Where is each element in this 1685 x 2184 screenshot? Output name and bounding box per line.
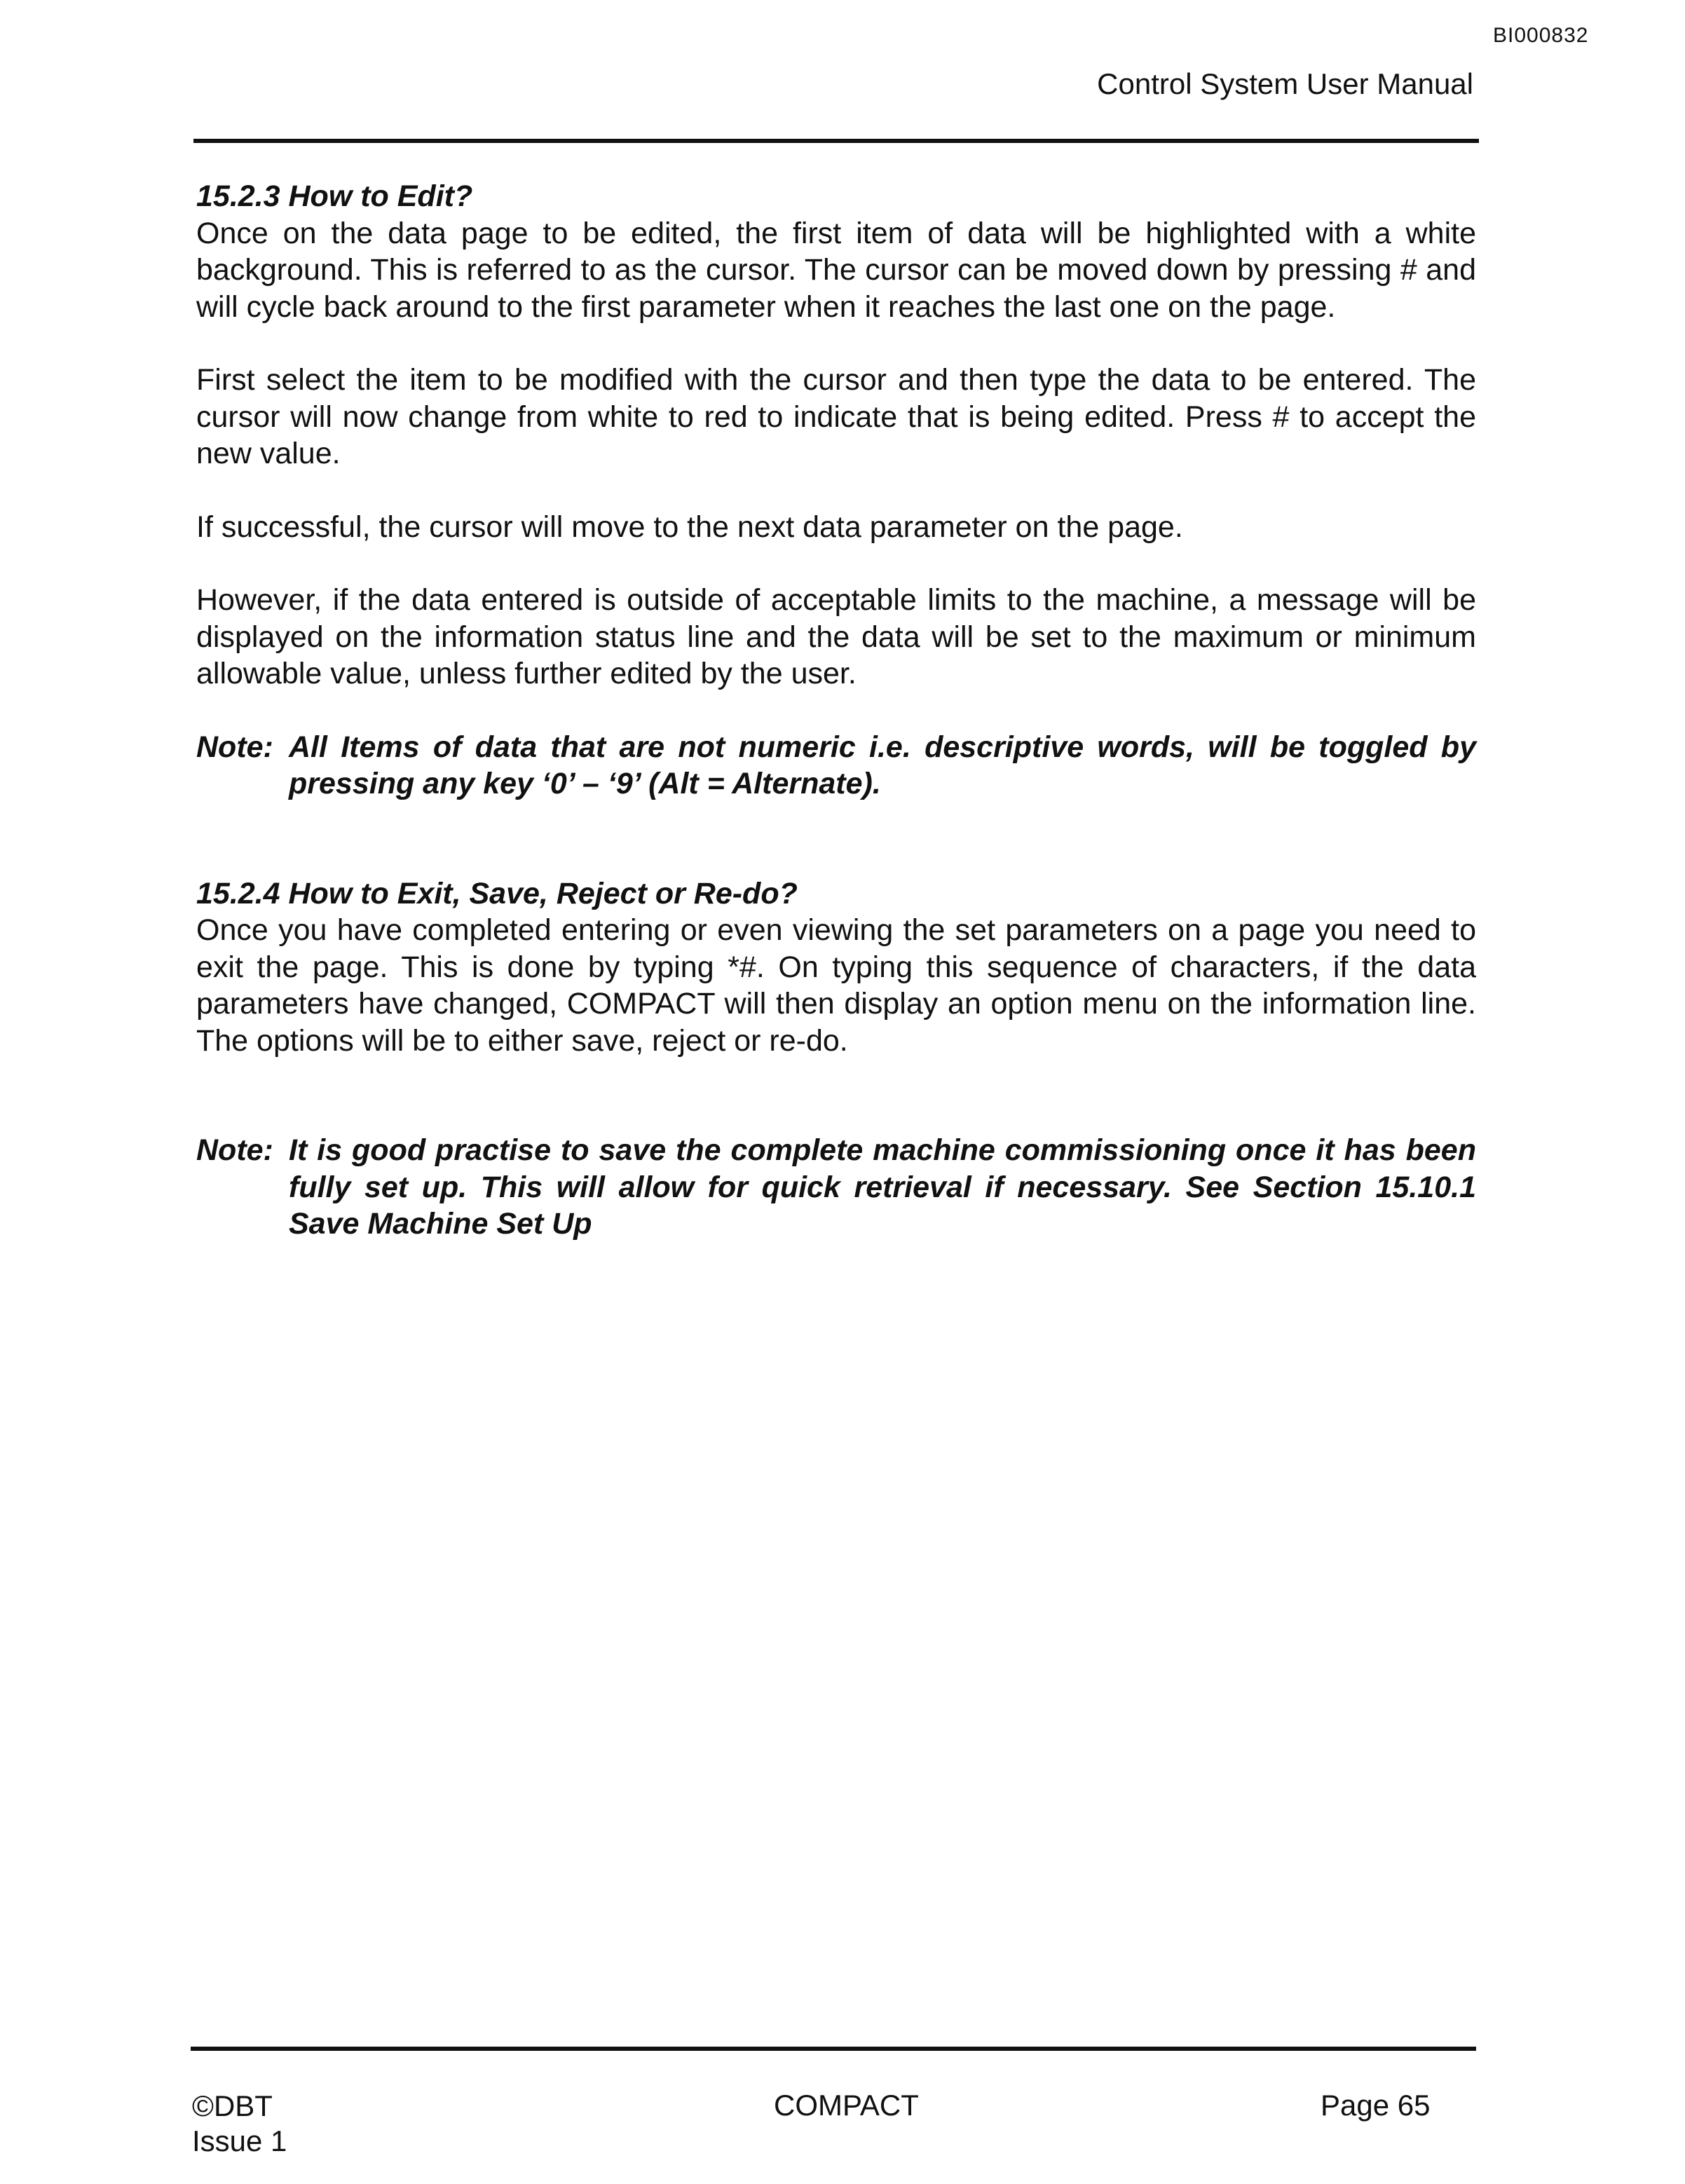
footer-divider xyxy=(191,2047,1476,2051)
note-label: Note: xyxy=(196,1133,273,1167)
note-save-machine xyxy=(196,1132,1476,1243)
paragraph-edit-success: If successful, the cursor will move to the next data parameter on the page. xyxy=(196,510,1183,544)
page-number: Page 65 xyxy=(1321,2089,1431,2122)
note-non-numeric xyxy=(196,729,1476,803)
document-id: BI000832 xyxy=(1493,24,1589,47)
page-content xyxy=(196,178,1476,1243)
manual-title: Control System User Manual xyxy=(1097,67,1473,100)
paragraph-edit-intro: Once on the data page to be edited, the first item of data will be highlighted with a white background. This is referred to as the cursor. The cursor can be moved down by pressing # and will cycle back around to the first parameter when it reaches the last one on the page. xyxy=(196,216,1476,324)
section-heading-how-to-edit: 15.2.3 How to Edit? xyxy=(196,179,473,213)
note-text: All Items of data that are not numeric i.e. descriptive words, will be toggled by pressing any key ‘0’ – ‘9’ (Alt = Alternate). xyxy=(289,730,1476,800)
note-label: Note: xyxy=(196,730,273,764)
header-divider xyxy=(193,139,1479,143)
paragraph-edit-select: First select the item to be modified with the cursor and then type the data to be entered. The cursor will now change from white to red to indicate that is being edited. Press # to accept the new value. xyxy=(196,363,1476,470)
product-name: COMPACT xyxy=(774,2089,919,2122)
paragraph-exit-intro: Once you have completed entering or even viewing the set parameters on a page you need to exit the page. This is done by typing *#. On typing this sequence of characters, if the data parameters have changed, COMPACT will then display an option menu on the information line. The options will be to either save, reject or re-do. xyxy=(196,913,1476,1058)
note-text: It is good practise to save the complete machine commissioning once it has been fully set up. This will allow for quick retrieval if necessary. See Section 15.10.1 Save Machine Set Up xyxy=(289,1133,1476,1241)
paragraph-edit-limits: However, if the data entered is outside of acceptable limits to the machine, a message will be displayed on the information status line and the data will be set to the maximum or minimum allowable value, unless further edited by the user. xyxy=(196,583,1476,690)
footer-left xyxy=(192,2089,287,2159)
copyright: ©DBT xyxy=(192,2089,273,2122)
section-heading-how-to-exit: 15.2.4 How to Exit, Save, Reject or Re-do? xyxy=(196,876,798,910)
issue-number: Issue 1 xyxy=(192,2124,287,2157)
